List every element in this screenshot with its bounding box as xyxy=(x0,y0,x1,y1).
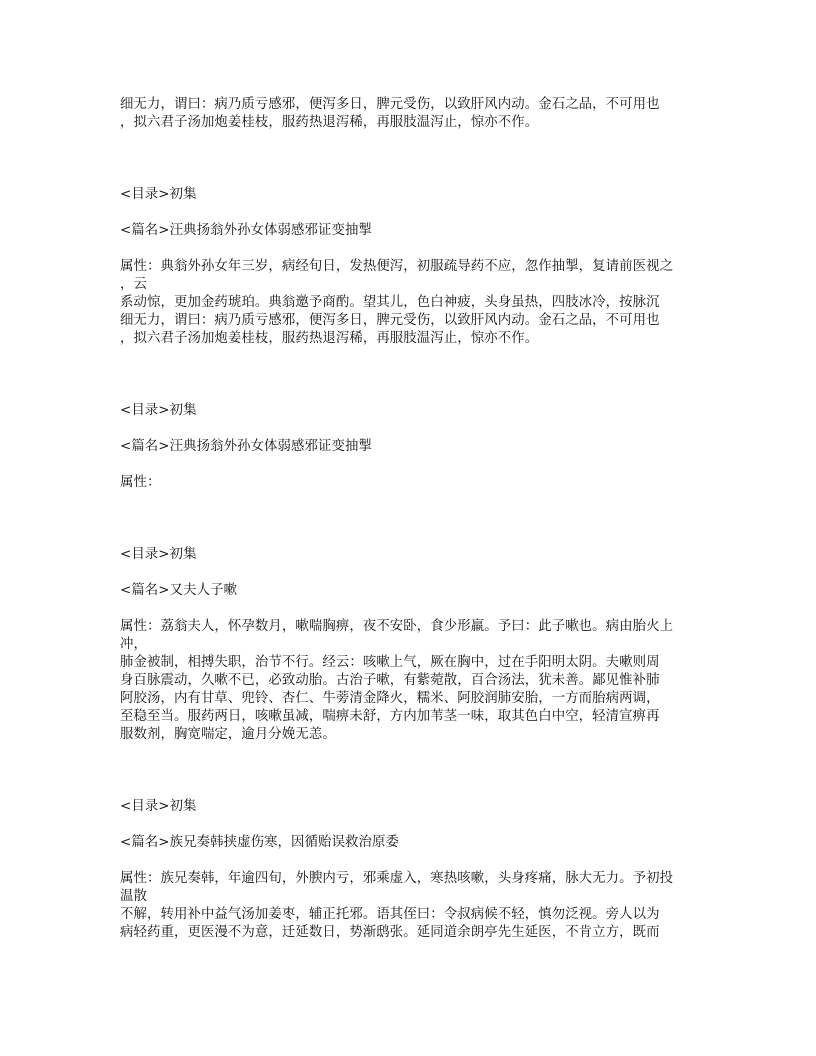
text-line: 属性：荔翁夫人，怀孕数月，嗽喘胸痹，夜不安卧，食少形羸。予曰：此子嗽也。病由胎火上 xyxy=(120,619,674,634)
chapter-title: <篇名>族兄奏韩挟虚伤寒，因循贻误救治原委 xyxy=(120,835,399,850)
text-line: 温散 xyxy=(120,889,147,904)
chapter-title: <篇名>汪典扬翁外孙女体弱感邪证变抽掣 xyxy=(120,439,372,454)
text-line: 属性： xyxy=(120,475,161,490)
text-line: 至稳至当。服药两日，咳嗽虽减，喘痹未舒，方内加苇茎一味，取其色白中空，轻清宣痹再 xyxy=(120,709,660,724)
catalog-heading: <目录>初集 xyxy=(120,547,197,562)
text-line: 细无力，谓曰：病乃质亏感邪，便泻多日，脾元受伤，以致肝风内动。金石之品，不可用也 xyxy=(120,97,660,112)
catalog-heading: <目录>初集 xyxy=(120,187,197,202)
text-line: 属性：族兄奏韩，年逾四旬，外腴内亏，邪乘虚入，寒热咳嗽，头身疼痛，脉大无力。予初投 xyxy=(120,871,674,886)
text-line: ，拟六君子汤加炮姜桂枝，服药热退泻稀，再服肢温泻止，惊亦不作。 xyxy=(120,115,539,130)
text-line: 细无力，谓曰：病乃质亏感邪，便泻多日，脾元受伤，以致肝风内动。金石之品，不可用也 xyxy=(120,313,660,328)
text-line: 阿胶汤，内有甘草、兜铃、杏仁、牛蒡清金降火，糯米、阿胶润肺安胎，一方而胎病两调， xyxy=(120,691,660,706)
text-line: 服数剂，胸宽喘定，逾月分娩无恙。 xyxy=(120,727,336,742)
catalog-heading: <目录>初集 xyxy=(120,799,197,814)
text-line: 身百脉震动，久嗽不已，必致动胎。古治子嗽，有紫菀散，百合汤法，犹未善。鄙见惟补肺 xyxy=(120,673,660,688)
text-line: 肺金被制，相搏失职，治节不行。经云：咳嗽上气，厥在胸中，过在手阳明太阴。夫嗽则周 xyxy=(120,655,660,670)
text-line: 系动惊，更加金药琥珀。典翁邀予商酌。望其儿，色白神疲，头身虽热，四肢冰冷，按脉沉 xyxy=(120,295,660,310)
text-line: 不解，转用补中益气汤加姜枣，辅正托邪。语其侄曰：令叔病候不轻，慎勿泛视。旁人以为 xyxy=(120,907,660,922)
text-line: ，云 xyxy=(120,277,147,292)
text-line: 病轻药重，更医漫不为意，迁延数日，势渐鸱张。延同道余朗亭先生延医，不肯立方，既而 xyxy=(120,925,660,940)
text-line: 属性：典翁外孙女年三岁，病经旬日，发热便泻，初服疏导药不应，忽作抽掣，复请前医视之 xyxy=(120,259,674,274)
chapter-title: <篇名>汪典扬翁外孙女体弱感邪证变抽掣 xyxy=(120,223,372,238)
text-line: ，拟六君子汤加炮姜桂枝，服药热退泻稀，再服肢温泻止，惊亦不作。 xyxy=(120,331,539,346)
catalog-heading: <目录>初集 xyxy=(120,403,197,418)
text-line: 冲， xyxy=(120,637,147,652)
chapter-title: <篇名>又夫人子嗽 xyxy=(120,583,238,598)
